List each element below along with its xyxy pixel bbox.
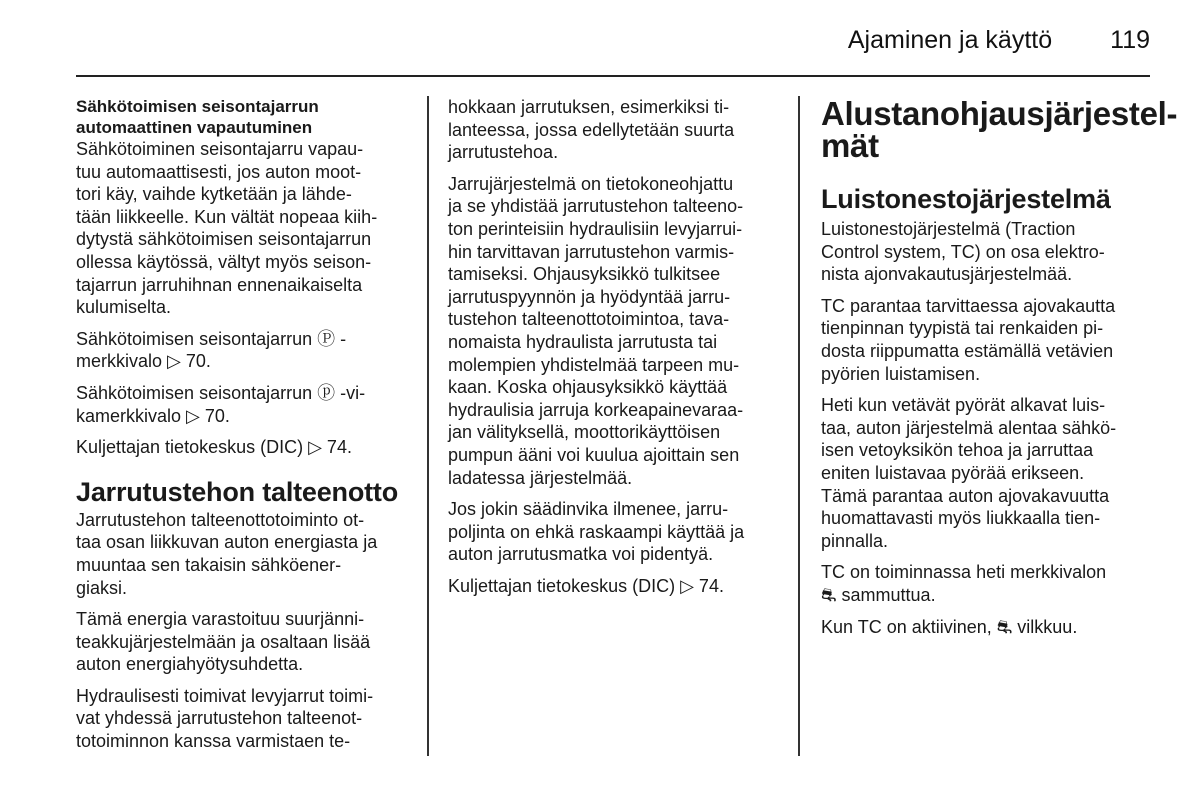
paragraph: TC parantaa tarvittaessa ajovakautta tienpinnan tyypistä tai renkaiden pi- dosta riippumatta estämällä vetävien pyörien luistamisen. — [821, 295, 1116, 384]
heading-regenerative-braking: Jarrutustehon talteenotto — [76, 476, 399, 507]
column-middle — [448, 96, 781, 606]
paragraph: Tämä energia varastoituu suurjänni- teakkujärjestelmään ja osaltaan lisää auton energiahyötysuhdetta. — [76, 609, 371, 675]
column-divider — [427, 96, 429, 756]
paragraph: TC on toiminnassa heti merkkivalon ⛐ sammuttua. — [821, 562, 1107, 605]
paragraph: Sähkötoimisen seisontajarrun Ⓟ - merkkivalo ▷ 70. — [76, 328, 347, 372]
page-header — [848, 22, 1150, 58]
chapter-title: Alustanohjausjärjestel- mät — [821, 95, 1178, 164]
header-rule — [76, 75, 1150, 77]
heading-traction-control: Luistonestojärjestelmä — [821, 184, 1111, 214]
subheading-auto-release: Sähkötoimisen seisontajarrun automaattinen vapautuminen — [76, 97, 319, 137]
paragraph: Sähkötoiminen seisontajarru vapau- tuu automaattisesti, jos auton moot- tori käy, vaihde kytketään ja lähde- tään liikkeelle. Kun vältät nopeaa kiih- dytystä sähkötoimisen seisontajarrun ollessa käytössä, vältyt myös seison- tajarrun jarruhihnan ennenaikaiselta kulumiselta. — [76, 139, 378, 318]
column-divider — [798, 96, 800, 756]
column-left — [76, 90, 408, 762]
paragraph: Hydraulisesti toimivat levyjarrut toimi- vat yhdessä jarrutustehon talteenot- totoiminnon kanssa varmistaen te- — [76, 685, 374, 752]
paragraph: Jarrujärjestelmä on tietokoneohjattu ja se yhdistää jarrutustehon talteeno- ton perinteisiin hydraulisiin levyjarrui- hin tarvittavan jarrutustehon varmis- tamiseksi. Ohjausyksikkö tulkitsee jarrutuspyynnön ja hyödyntää jarru- tustehon talteenottotoimintoa, tava- nomaista hydraulista jarrutusta tai molempien yhdistelmää tarpeen mu- kaan. Koska ohjausyksikkö käyttää hydraulisia jarruja korkeapainevaraa- jan välityksellä, moottorikäyttöisen pumpun ääni voi kuulua ajoittain sen ladatessa järjestelmää. — [448, 173, 744, 488]
section-title: Ajaminen ja käyttö — [847, 26, 1053, 54]
page-number: 119 — [1110, 26, 1150, 54]
paragraph: hokkaan jarrutuksen, esimerkiksi ti- lanteessa, jossa edellytetään suurta jarrutustehoa. — [448, 97, 735, 163]
paragraph: Heti kun vetävät pyörät alkavat luis- taa, auton järjestelmä alentaa sähkö- isen vetoyksikön tehoa ja jarruttaa eniten luistavaa pyörää erikseen. Tämä parantaa auton ajovakavuutta huomattavasti myös liukkaalla tien- pinnalla. — [821, 395, 1117, 551]
paragraph: Jarrutustehon talteenottotoiminto ot- taa osan liikkuvan auton energiasta ja muuntaa sen takaisin sähköener- giaksi. — [76, 509, 378, 598]
paragraph: Kuljettajan tietokeskus (DIC) ▷ 74. — [448, 575, 724, 596]
paragraph: Kun TC on aktiivinen, ⛐ vilkkuu. — [821, 616, 1078, 637]
paragraph: Luistonestojärjestelmä (Traction Control system, TC) on osa elektro- nista ajonvakautusjärjestelmää. — [821, 219, 1105, 285]
paragraph: Kuljettajan tietokeskus (DIC) ▷ 74. — [76, 437, 352, 458]
column-right — [821, 90, 1178, 647]
paragraph: Jos jokin säädinvika ilmenee, jarru- poljinta on ehkä raskaampi käyttää ja auton jarrutusmatka voi pidentyä. — [448, 499, 745, 565]
paragraph: Sähkötoimisen seisontajarrun ⓟ -vi- kamerkkivalo ▷ 70. — [76, 382, 366, 426]
